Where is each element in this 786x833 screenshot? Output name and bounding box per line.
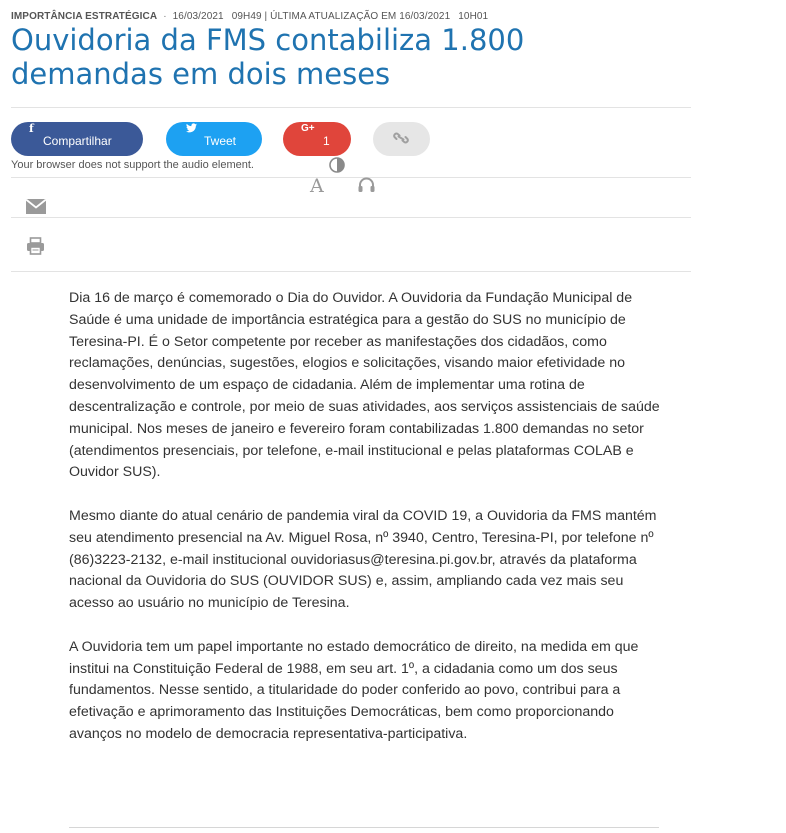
facebook-share-button[interactable] <box>11 122 143 156</box>
facebook-icon: f <box>29 122 34 135</box>
listen-icon[interactable] <box>357 177 376 193</box>
toolbar-divider-middle <box>11 217 691 218</box>
google-plus-count: 1 <box>323 134 330 148</box>
publish-time: 09H49 <box>231 11 262 22</box>
article-meta <box>11 11 488 22</box>
mail-icon[interactable] <box>25 198 47 215</box>
article-headline: Ouvidoria da FMS contabiliza 1.800 demandas em dois meses <box>11 23 525 91</box>
article-paragraph-3: A Ouvidoria tem um papel importante no estado democrático de direito, na medida em que institui na Constituição Federal de 1988, em seu art. 1º, a cidadania como um dos seus fundamentos. Nesse sentido, a titularidade do poder conferido ao povo, contribui para a efetivação e aprimoramento das Instituições Democráticas, bem como proporcionando avanços no modelo de democracia representativa-participativa. <box>69 638 639 742</box>
link-icon <box>393 132 409 144</box>
article-paragraph-2: Mesmo diante do atual cenário de pandemia viral da COVID 19, a Ouvidoria da FMS mantém seu atendimento presencial na Av. Miguel Rosa, nº 3940, Centro, Teresina-PI, por telefone nº (86)3223-2132, e-mail institucional ouvidoriasus@teresina.pi.gov.br, através da plataforma nacional da Ouvidoria do SUS (OUVIDOR SUS) e, assim, ampliando cada vez mais seu acesso ao usuário no município de Teresina. <box>69 507 657 612</box>
facebook-share-label: Compartilhar <box>43 134 112 148</box>
article-body <box>69 288 661 768</box>
google-plus-icon: G+ <box>301 123 315 134</box>
print-icon[interactable] <box>26 237 45 255</box>
copy-link-button[interactable] <box>373 122 430 156</box>
publish-date: 16/03/2021 <box>172 11 224 22</box>
twitter-icon <box>186 123 197 136</box>
toolbar-divider-top <box>11 177 691 178</box>
twitter-share-label: Tweet <box>204 134 237 148</box>
update-label: | ÚLTIMA ATUALIZAÇÃO EM 16/03/2021 <box>264 11 451 22</box>
meta-separator: · <box>163 11 167 22</box>
article-paragraph-1: Dia 16 de março é comemorado o Dia do Ouvidor. A Ouvidoria da Fundação Municipal de Saúde é uma unidade de importância estratégica para a gestão do SUS no município de Teresina-PI. É o Setor competente por receber as manifestações dos cidadãos, como reclamações, denúncias, sugestões, elogios e solicitações, visando maior efetividade no desenvolvimento de um espaço de cidadania. Além de implementar uma rotina de descentralização e controle, por meio de suas atividades, aos serviços assistenciais de saúde municipal. Nos meses de janeiro e fevereiro foram contabilizadas 1.800 demandas no setor (atendimentos presenciais, por telefone, e-mail institucional e pelas plataformas COLAB e Ouvidor SUS). <box>69 290 660 481</box>
header-divider <box>11 107 691 108</box>
twitter-share-button[interactable] <box>166 122 262 156</box>
audio-fallback-text: Your browser does not support the audio element. <box>11 159 254 171</box>
article-footer-divider <box>69 827 659 828</box>
font-size-icon[interactable]: A <box>310 175 324 197</box>
update-time: 10H01 <box>458 11 489 22</box>
google-plus-share-button[interactable] <box>283 122 351 156</box>
toolbar-divider-bottom <box>11 271 691 272</box>
article-category[interactable]: IMPORTÂNCIA ESTRATÉGICA <box>11 11 158 22</box>
contrast-icon[interactable] <box>329 157 345 173</box>
